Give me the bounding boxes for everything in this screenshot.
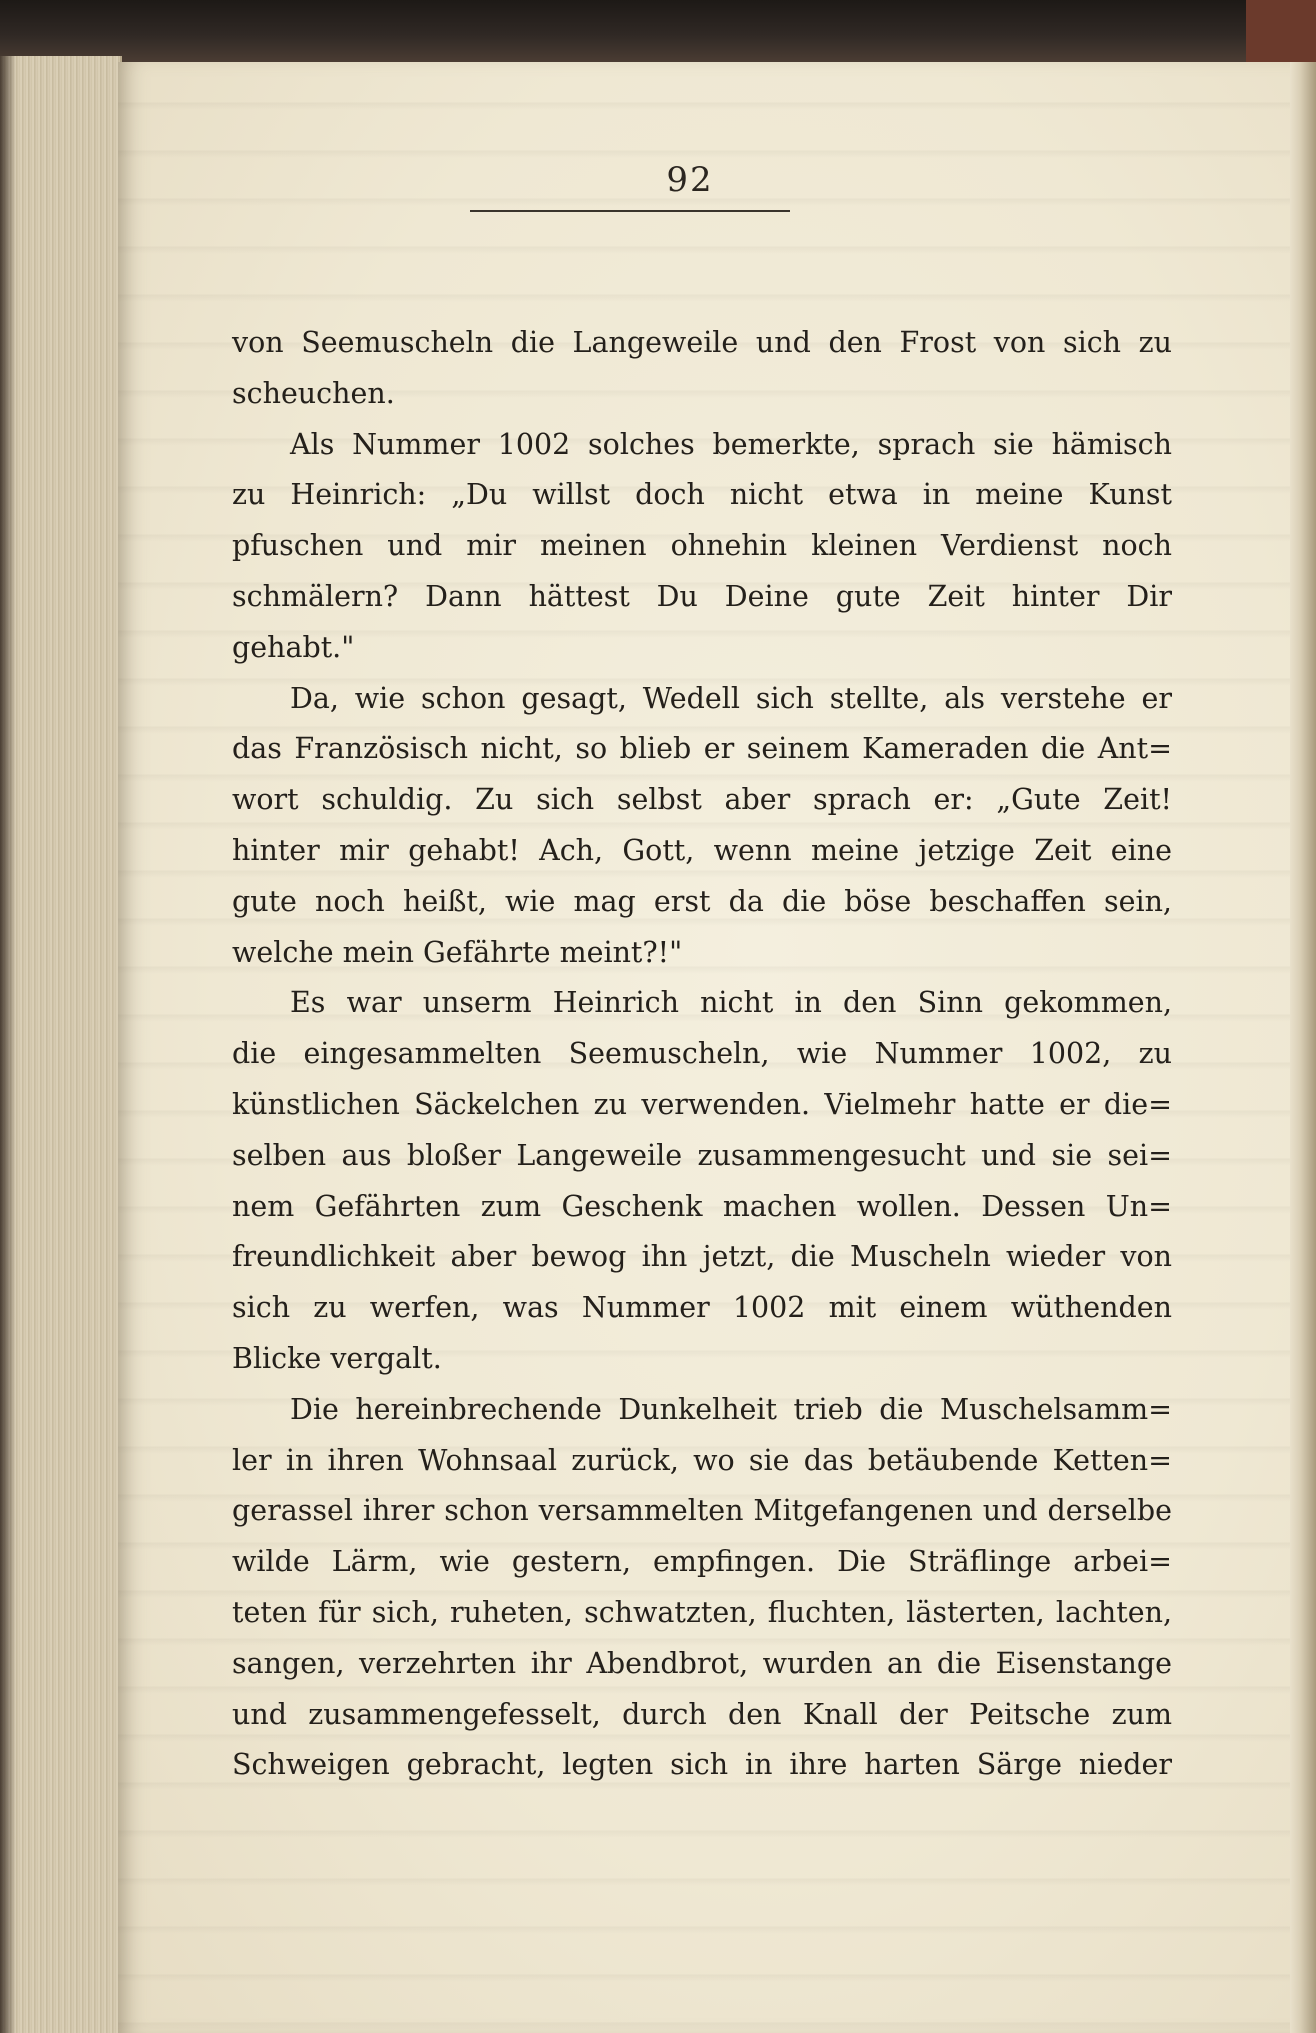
text-line: gehabt." — [232, 630, 355, 664]
text-line: gute noch heißt, wie mag erst da die böse beschaffen sein, — [232, 884, 1172, 918]
text-line: pfuschen und mir meinen ohnehin kleinen Verdienst noch — [232, 529, 1172, 563]
text-line: scheuchen. — [232, 376, 395, 410]
text-line: Als Nummer 1002 solches bemerkte, sprach sie hämisch — [290, 427, 1172, 461]
page-edges-left — [0, 56, 122, 2033]
text-line: wort schuldig. Zu sich selbst aber sprach er: „Gute Zeit! — [232, 783, 1172, 817]
text-line: selben aus bloßer Langeweile zusammengesucht und sie sei= — [232, 1138, 1172, 1172]
text-line: welche mein Gefährte meint?!" — [232, 935, 683, 969]
body-text — [232, 318, 1172, 1791]
text-line: das Französisch nicht, so blieb er seinem Kameraden die Ant= — [232, 732, 1172, 766]
text-line: schmälern? Dann hättest Du Deine gute Zeit hinter Dir — [232, 579, 1172, 613]
text-line: Schweigen gebracht, legten sich in ihre harten Särge nieder — [232, 1748, 1172, 1782]
text-line: die eingesammelten Seemuscheln, wie Nummer 1002, zu — [232, 1037, 1172, 1071]
text-line: Die hereinbrechende Dunkelheit trieb die Muschelsamm= — [290, 1392, 1172, 1426]
page-number-rule — [470, 210, 790, 212]
page-number: 92 — [666, 160, 714, 200]
text-line: Es war unserm Heinrich nicht in den Sinn gekommen, — [290, 986, 1172, 1020]
text-line: wilde Lärm, wie gestern, empfingen. Die Sträflinge arbei= — [232, 1545, 1172, 1579]
text-line: hinter mir gehabt! Ach, Gott, wenn meine jetzige Zeit eine — [232, 833, 1172, 867]
text-line: zu Heinrich: „Du willst doch nicht etwa in meine Kunst — [232, 478, 1172, 512]
text-line: und zusammengefesselt, durch den Knall der Peitsche zum — [232, 1697, 1172, 1731]
text-line: Blicke vergalt. — [232, 1341, 442, 1375]
book-cover-corner — [1246, 0, 1316, 70]
text-line: freundlichkeit aber bewog ihn jetzt, die Muscheln wieder von — [232, 1240, 1172, 1274]
text-line: gerassel ihrer schon versammelten Mitgefangenen und derselbe — [232, 1494, 1172, 1528]
text-line: teten für sich, ruheten, schwatzten, fluchten, lästerten, lachten, — [232, 1595, 1172, 1629]
text-line: künstlichen Säckelchen zu verwenden. Vielmehr hatte er die= — [232, 1087, 1172, 1121]
text-line: von Seemuscheln die Langeweile und den Frost von sich zu — [232, 326, 1172, 359]
text-line: sangen, verzehrten ihr Abendbrot, wurden an die Eisenstange — [232, 1646, 1172, 1680]
page-edges-shadow — [0, 56, 16, 2033]
page-edge-right — [1290, 62, 1316, 2033]
text-line: Da, wie schon gesagt, Wedell sich stellte, als verstehe er — [290, 681, 1172, 715]
text-line: ler in ihren Wohnsaal zurück, wo sie das betäubende Ketten= — [232, 1443, 1172, 1477]
text-line: nem Gefährten zum Geschenk machen wollen. Dessen Un= — [232, 1189, 1172, 1223]
book-cover-top — [0, 0, 1316, 62]
text-line: sich zu werfen, was Nummer 1002 mit einem wüthenden — [232, 1291, 1172, 1325]
